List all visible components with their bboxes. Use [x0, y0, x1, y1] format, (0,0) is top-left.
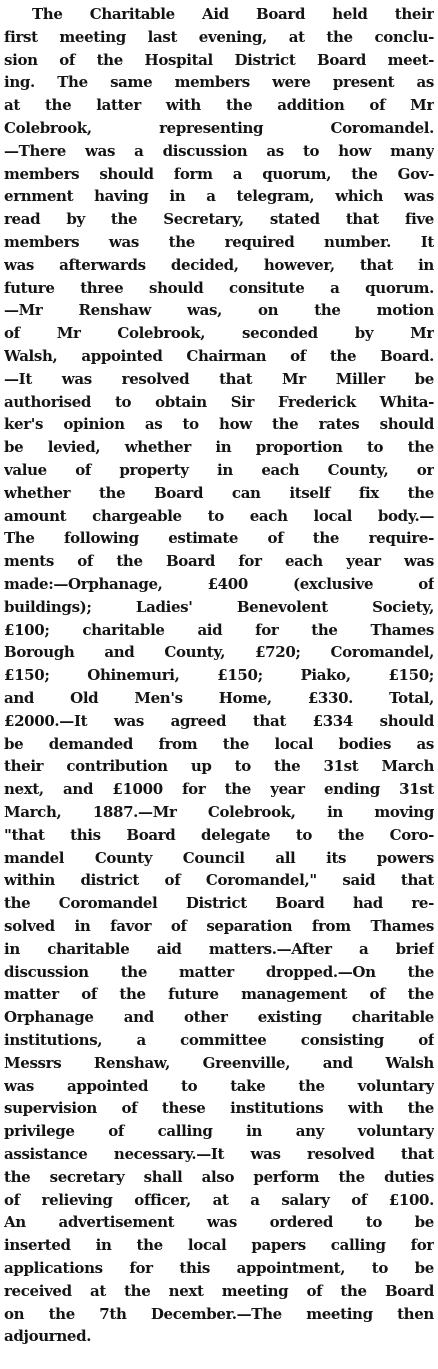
- article-line: members should form a quorum, the Gov-: [4, 164, 434, 183]
- article-line: supervision of these institutions with the: [4, 1099, 434, 1118]
- article-line: members was the required number. It: [4, 233, 434, 251]
- article-line: amount chargeable to each local body.—: [4, 506, 434, 525]
- article-line: matter of the future management of the: [4, 985, 434, 1004]
- article-line: was appointed to take the voluntary: [4, 1076, 434, 1095]
- article-line: be levied, whether in proportion to the: [4, 438, 434, 457]
- article-line: be demanded from the local bodies as: [4, 734, 434, 753]
- article-line: —It was resolved that Mr Miller be: [4, 369, 434, 388]
- article-line: Colebrook, representing Coromandel.: [4, 119, 434, 137]
- article-line: ker's opinion as to how the rates should: [4, 415, 434, 434]
- article-line: their contribution up to the 31st March: [4, 757, 434, 776]
- article-line: authorised to obtain Sir Frederick Whita-: [4, 392, 434, 411]
- article-line: at the latter with the addition of Mr: [4, 96, 434, 115]
- article-line: discussion the matter dropped.—On the: [4, 962, 434, 981]
- article-line: the secretary shall also perform the duties: [4, 1167, 434, 1186]
- article-line: solved in favor of separation from Thames: [4, 917, 434, 935]
- article-line: ments of the Board for each year was: [4, 552, 434, 571]
- article-line: Walsh, appointed Chairman of the Board.: [4, 347, 434, 365]
- article-line: next, and £1000 for the year ending 31st: [4, 780, 434, 799]
- article-line: Messrs Renshaw, Greenville, and Walsh: [4, 1053, 434, 1072]
- article-line: was afterwards decided, however, that in: [4, 255, 434, 274]
- article-line: on the 7th December.—The meeting then: [4, 1304, 434, 1323]
- article-line: whether the Board can itself fix the: [4, 483, 434, 502]
- article-line: future three should consitute a quorum.: [4, 278, 434, 297]
- article-line: Orphanage and other existing charitable: [4, 1008, 434, 1027]
- article-line: applications for this appointment, to be: [4, 1259, 434, 1277]
- article-line: mandel County Council all its powers: [4, 848, 434, 867]
- newspaper-article: [4, 0, 434, 1369]
- article-line: received at the next meeting of the Board: [4, 1281, 434, 1300]
- article-line: ing. The same members were present as: [4, 73, 434, 92]
- article-line: of Mr Colebrook, seconded by Mr: [4, 324, 434, 343]
- article-line: and Old Men's Home, £330. Total,: [4, 689, 434, 707]
- article-line: sion of the Hospital District Board meet-: [4, 50, 434, 69]
- article-line: of relieving officer, at a salary of £100.: [4, 1190, 434, 1209]
- article-line: made:—Orphanage, £400 (exclusive of: [4, 575, 434, 593]
- article-line: the Coromandel District Board had re-: [4, 894, 434, 913]
- article-line: adjourned.: [4, 1327, 92, 1346]
- article-line: value of property in each County, or: [4, 461, 434, 479]
- article-line: buildings); Ladies' Benevolent Society,: [4, 597, 434, 616]
- article-line: in charitable aid matters.—After a brief: [4, 939, 434, 958]
- article-line: The following estimate of the require-: [4, 529, 434, 548]
- article-line: The Charitable Aid Board held their: [32, 5, 434, 23]
- article-line: ernment having in a telegram, which was: [4, 187, 434, 206]
- article-line: assistance necessary.—It was resolved that: [4, 1145, 434, 1163]
- article-line: An advertisement was ordered to be: [4, 1213, 434, 1232]
- article-line: institutions, a committee consisting of: [4, 1031, 434, 1049]
- article-line: £2000.—It was agreed that £334 should: [4, 711, 434, 730]
- article-line: "that this Board delegate to the Coro-: [4, 825, 434, 844]
- article-line: £150; Ohinemuri, £150; Piako, £150;: [4, 666, 434, 685]
- article-line: privilege of calling in any voluntary: [4, 1122, 434, 1141]
- article-line: read by the Secretary, stated that five: [4, 210, 434, 229]
- article-line: March, 1887.—Mr Colebrook, in moving: [4, 803, 434, 821]
- article-line: Borough and County, £720; Coromandel,: [4, 643, 434, 662]
- article-line: £100; charitable aid for the Thames: [4, 620, 434, 639]
- article-line: —Mr Renshaw was, on the motion: [4, 301, 434, 320]
- article-line: within district of Coromandel," said that: [4, 871, 434, 890]
- article-line: inserted in the local papers calling for: [4, 1236, 434, 1255]
- article-line: —There was a discussion as to how many: [4, 141, 434, 160]
- article-line: first meeting last evening, at the conclu-: [4, 27, 434, 46]
